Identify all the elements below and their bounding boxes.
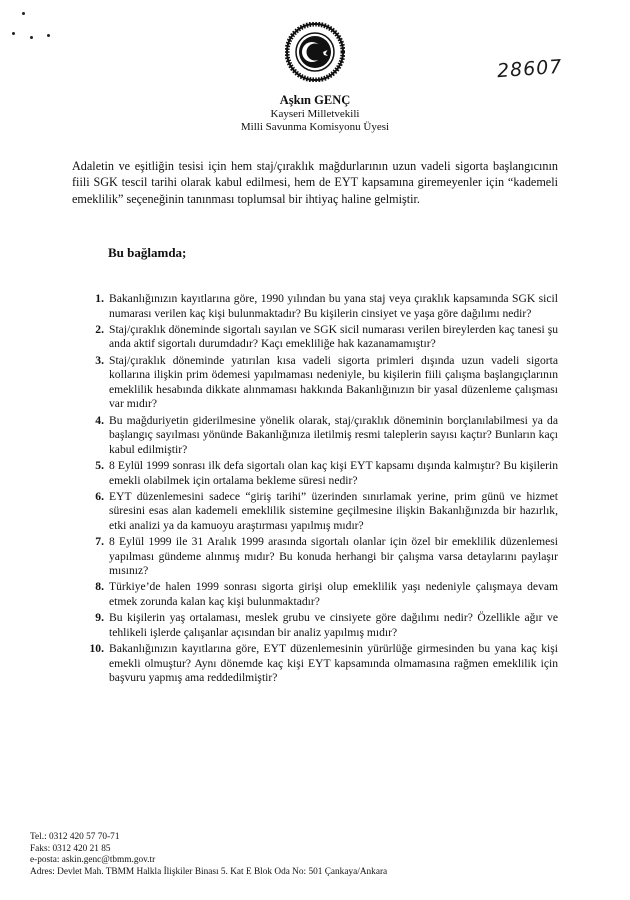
question-text: Bu kişilerin yaş ortalaması, meslek grubu ve cinsiyete göre dağılımı nedir? Özellikle ağır ve tehlikeli işlerde çalışanlar açısından bir analiz yapılmış mıdır? xyxy=(109,611,558,639)
scan-speck xyxy=(30,36,33,39)
question-text: EYT düzenlemesini sadece “giriş tarihi” üzerinden sınırlamak yerine, prim günü ve hizmet süresini esas alan kademeli emeklilik sistemine geçilmesine ilişkin Bakanlığınızda bir hazırlık, etki analizi ya da kamuoyu araştırması yapılmış mıdır? xyxy=(109,489,558,532)
question-text: Bakanlığınızın kayıtlarına göre, 1990 yılından bu yana staj veya çıraklık kapsamında SGK sicil numarası verilen kaç kişi bulunmaktadır? Bu kişilerin cinsiyet ve yaşa göre dağılımı nedir? xyxy=(109,292,558,320)
question-list xyxy=(82,292,558,687)
question-text: 8 Eylül 1999 sonrası ilk defa sigortalı olan kaç kişi EYT kapsamı dışında kalmıştır? Bu kişilerin emekli olabilmek için ortalama bekleme süresi nedir? xyxy=(109,458,558,487)
question-item xyxy=(82,323,558,352)
section-heading: Bu bağlamda; xyxy=(108,245,187,260)
question-number: 5. xyxy=(95,458,104,472)
question-item xyxy=(82,459,558,488)
question-number: 2. xyxy=(95,322,104,336)
tbmm-emblem-icon xyxy=(285,22,345,82)
contact-footer xyxy=(30,832,387,878)
question-number: 6. xyxy=(95,489,104,503)
author-committee: Milli Savunma Komisyonu Üyesi xyxy=(240,121,390,133)
scan-speck xyxy=(12,32,15,35)
document-number: 28607 xyxy=(496,55,564,83)
scan-speck xyxy=(22,12,25,15)
footer-fax: Faks: 0312 420 21 85 xyxy=(30,843,111,854)
question-item xyxy=(82,414,558,458)
question-item xyxy=(82,490,558,534)
author-name: Aşkın GENÇ xyxy=(279,93,351,107)
question-text: Bakanlığınızın kayıtlarına göre, EYT düzenlemesinin yürürlüğe girmesinden bu yana kaç kişi emekli olmuştur? Aynı dönemde kaç kişi EYT kapsamında olmamasına rağmen emeklilik için başvuru yapmış ama reddedilmiştir? xyxy=(109,642,558,685)
question-number: 3. xyxy=(95,353,104,367)
author-role: Kayseri Milletvekili xyxy=(270,108,360,120)
question-number: 4. xyxy=(95,413,104,427)
question-text: Staj/çıraklık döneminde yatırılan kısa vadeli sigorta primleri dışında uzun vadeli sigorta kollarına ilişkin prim ödemesi yapılmaması nedeniyle, bu kişilerin fiili çalışma başlangıçlarının emeklilik hesabında dikkate alınmaması hakkında Bakanlığınızın bir yasal düzenleme çalışması var mıdır? xyxy=(109,353,558,411)
question-text: Bu mağduriyetin giderilmesine yönelik olarak, staj/çıraklık döneminin borçlanılabilmesi ya da başlangıç sayılması yönünde Bakanlığınıza iletilmiş resmi taleplerin sayısı kaçtır? Bunların kaçı kabul edilmiştir? xyxy=(109,413,558,456)
footer-email: e-posta: askin.genc@tbmm.gov.tr xyxy=(30,855,156,866)
intro-paragraph: Adaletin ve eşitliğin tesisi için hem staj/çıraklık mağdurlarının uzun vadeli sigorta başlangıcının fiili SGK tescil tarihi olarak kabul edilmesi, hem de EYT kapsamına giremeyenler için “kademeli emeklilik” seçeneğinin tanınması toplumsal bir ihtiyaç haline gelmiştir. xyxy=(72,159,558,206)
question-number: 8. xyxy=(95,580,104,594)
question-item xyxy=(82,535,558,579)
question-item xyxy=(82,611,558,640)
question-item xyxy=(82,292,558,321)
question-number: 7. xyxy=(95,535,104,549)
question-number: 9. xyxy=(95,611,104,625)
footer-phone: Tel.: 0312 420 57 70-71 xyxy=(30,832,120,842)
question-text: Staj/çıraklık döneminde sigortalı sayılan ve SGK sicil numarası verilen bireylerden kaç tanesi şu anda aktif sigortalı durumdadır? Kaçı emekliliğe hak kazanamamıştır? xyxy=(109,322,558,351)
question-number: 1. xyxy=(95,292,104,305)
question-item xyxy=(82,642,558,686)
question-number: 10. xyxy=(89,642,104,655)
question-text: Türkiye’de halen 1999 sonrası sigorta girişi olup emeklilik yaşı nedeniyle çalışmaya devam etmek zorunda kalan kaç kişi bulunmaktadır? xyxy=(109,580,558,609)
scan-speck xyxy=(47,34,50,37)
question-item xyxy=(82,354,558,412)
footer-address: Adres: Devlet Mah. TBMM Halkla İlişkiler Binası 5. Kat E Blok Oda No: 501 Çankaya/Ankara xyxy=(30,866,388,877)
question-text: 8 Eylül 1999 ile 31 Aralık 1999 arasında sigortalı olanlar için özel bir emeklilik düzenlemesi yapılması gündeme alınmış mıdır? Bu konuda herhangi bir çalışma varsa detaylarını paylaşır mısınız? xyxy=(109,535,558,578)
question-item xyxy=(82,580,558,609)
